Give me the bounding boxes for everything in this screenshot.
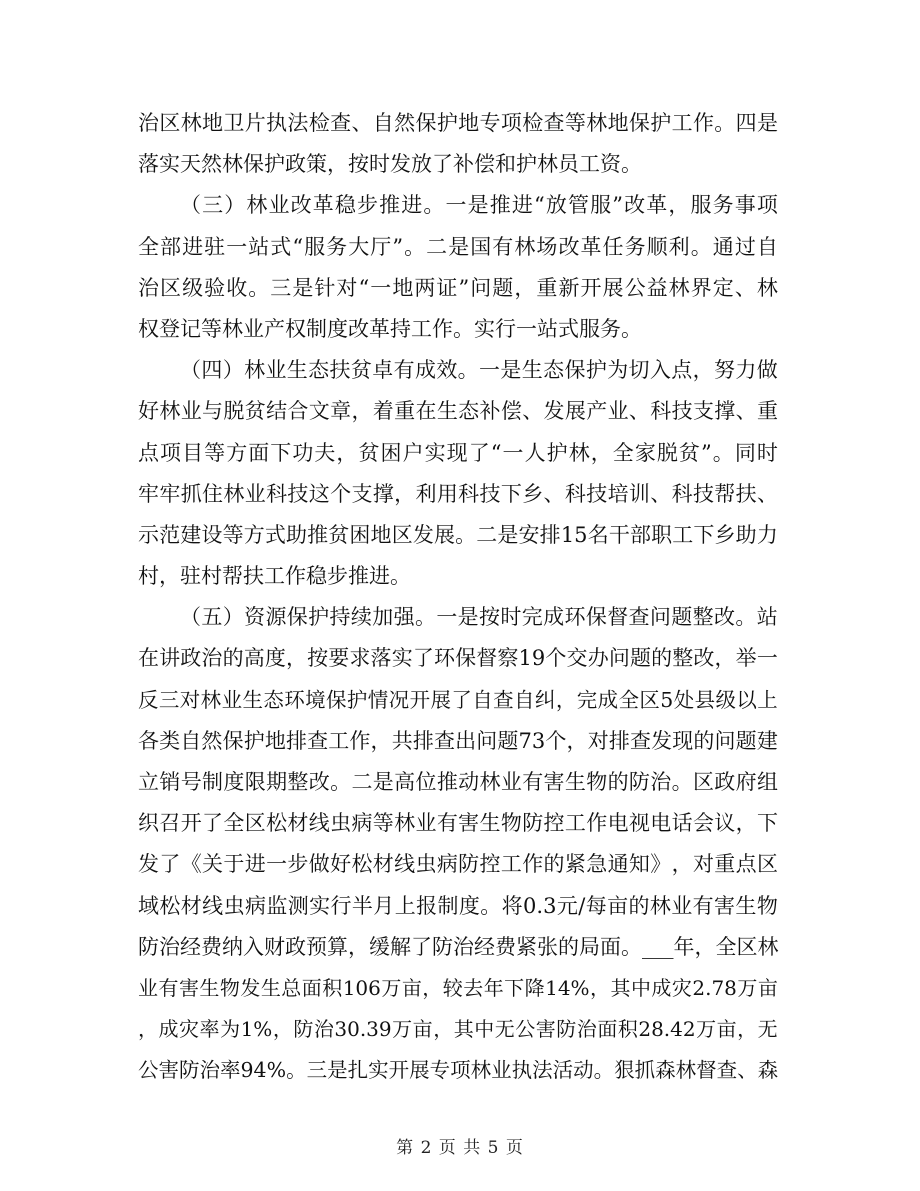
paragraph-heading-line: （ 四 ） 林 业 生 态 扶 贫 卓 有 成 效 。 一 是 生 态 保 护 为 切 入 点 ， 努 力 做 [180, 358, 778, 383]
text-line: 权登记等林业产权制度改革持工作。实行一站式服务。 [138, 316, 642, 341]
text-line: 落实天然林保护政策，按时发放了补偿和护林员工资。 [138, 152, 642, 177]
text-line: 各 类 自 然 保 护 地 排 查 工 作 ， 共 排 查 出 问 题 73 个 ， 对 排 查 发 现 的 问 题 建 [138, 728, 778, 753]
text-line: 点 项 目 等 方 面 下 功 夫 ， 贫 困 户 实 现 了 “ 一 人 护 林 ， 全 家 脱 贫 ” 。 同 时 [138, 440, 778, 465]
body-text [138, 103, 778, 1092]
text-line: 防 治 经 费 纳 入 财 政 预 算 ， 缓 解 了 防 治 经 费 紧 张 的 局 面 。 ___ 年 ， 全 区 林 [138, 934, 779, 959]
paragraph-heading-line: （ 三 ） 林 业 改 革 稳 步 推 进 。 一 是 推 进 “ 放 管 服 ” 改 革 ， 服 务 事 项 [180, 193, 778, 218]
text-line: 牢 牢 抓 住 林 业 科 技 这 个 支 撑 ， 利 用 科 技 下 乡 、 科 技 培 训 、 科 技 帮 扶 、 [138, 481, 778, 506]
text-line: 在 讲 政 治 的 高 度 ， 按 要 求 落 实 了 环 保 督 察 19 个 交 办 问 题 的 整 改 ， 举 一 [138, 646, 778, 671]
text-line: 公 害 防 治 率 94% 。 三 是 扎 实 开 展 专 项 林 业 执 法 活 动 。 狠 抓 森 林 督 查 、 森 [138, 1058, 779, 1083]
text-line: 村，驻村帮扶工作稳步推进。 [138, 564, 411, 589]
text-line: 织 召 开 了 全 区 松 材 线 虫 病 等 林 业 有 害 生 物 防 控 工 作 电 视 电 话 会 议 ， 下 [138, 811, 778, 836]
text-line: 治 区 林 地 卫 片 执 法 检 查 、 自 然 保 护 地 专 项 检 查 等 林 地 保 护 工 作 。 四 是 [138, 111, 778, 135]
text-line: 全 部 进 驻 一 站 式 “ 服 务 大 厅 ” 。 二 是 国 有 林 场 改 革 任 务 顺 利 。 通 过 自 [138, 234, 778, 259]
text-line: 反 三 对 林 业 生 态 环 境 保 护 情 况 开 展 了 自 查 自 纠 ， 完 成 全 区 5 处 县 级 以 上 [138, 687, 778, 712]
text-line: 好 林 业 与 脱 贫 结 合 文 章 ， 着 重 在 生 态 补 偿 、 发 展 产 业 、 科 技 支 撑 、 重 [138, 399, 778, 424]
text-line: 域 松 材 线 虫 病 监 测 实 行 半 月 上 报 制 度 。 将 0.3 元 / 每 亩 的 林 业 有 害 生 物 [138, 893, 778, 918]
text-line: 示 范 建 设 等 方 式 助 推 贫 困 地 区 发 展 。 二 是 安 排 15 名 干 部 职 工 下 乡 助 力 [138, 522, 778, 547]
text-line: 治 区 级 验 收 。 三 是 针 对 “ 一 地 两 证 ” 问 题 ， 重 新 开 展 公 益 林 界 定 、 林 [138, 275, 778, 300]
paragraph-heading-line: （ 五 ） 资 源 保 护 持 续 加 强 。 一 是 按 时 完 成 环 保 督 查 问 题 整 改 。 站 [180, 605, 778, 630]
text-line: 业 有 害 生 物 发 生 总 面 积 106 万 亩 ， 较 去 年 下 降 14% ， 其 中 成 灾 2.78 万 亩 [138, 975, 778, 1000]
text-line: 立 销 号 制 度 限 期 整 改 。 二 是 高 位 推 动 林 业 有 害 生 物 的 防 治 。 区 政 府 组 [138, 770, 778, 794]
text-line: ， 成 灾 率 为 1% ， 防 治 30.39 万 亩 ， 其 中 无 公 害 防 治 面 积 28.42 万 亩 ， 无 [138, 1017, 778, 1042]
page-number-footer: 第 2 页 共 5 页 [396, 1138, 524, 1158]
text-line: 发 了 《 关 于 进 一 步 做 好 松 材 线 虫 病 防 控 工 作 的 紧 急 通 知 》 ， 对 重 点 区 [138, 852, 778, 877]
